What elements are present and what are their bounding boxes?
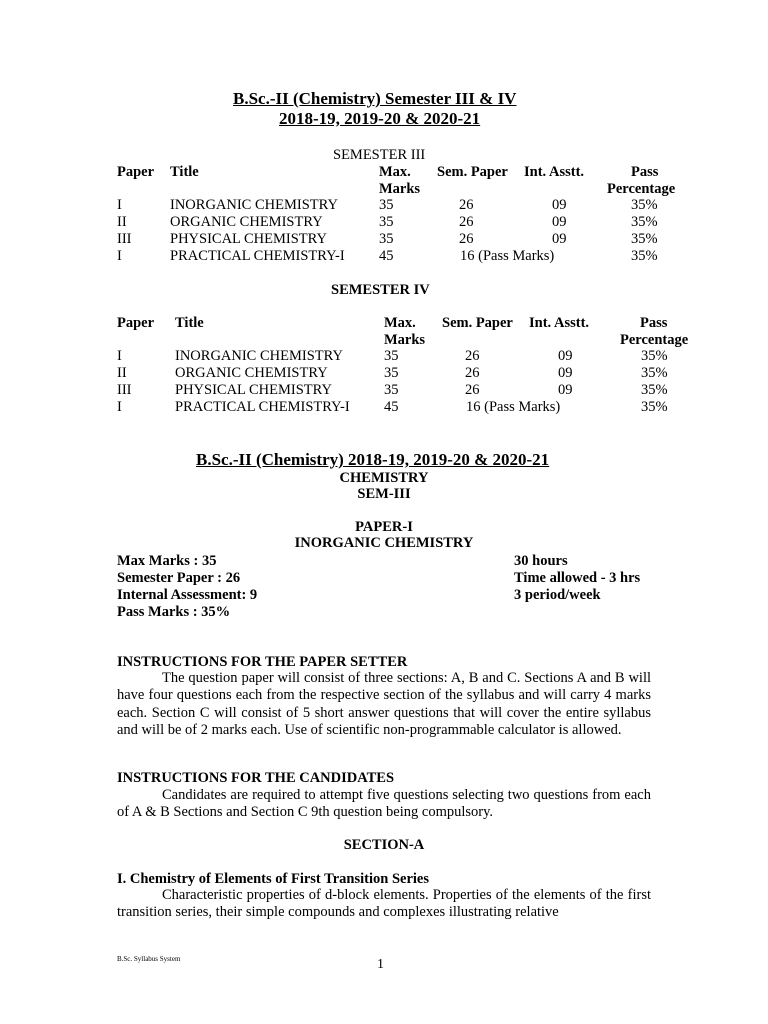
sem4-col-sem: Sem. Paper	[442, 315, 513, 331]
section-a-topic: I. Chemistry of Elements of First Transition Series	[117, 871, 429, 887]
row-sem: 26	[465, 348, 480, 364]
subject-heading: CHEMISTRY	[339, 470, 429, 486]
row-sem: 26	[465, 365, 480, 381]
sem3-col-int: Int. Asstt.	[524, 164, 585, 180]
sem4-col-pass: Pass	[640, 315, 668, 331]
max-marks: Max Marks : 35	[117, 553, 217, 569]
sem4-col-paper: Paper	[117, 315, 155, 331]
sem3-col-sem: Sem. Paper	[437, 164, 508, 180]
sem3-col-max: Max.	[379, 164, 411, 180]
doc-title: B.Sc.-II (Chemistry) Semester III & IV	[233, 89, 517, 108]
sem4-col-percentage: Percentage	[620, 332, 689, 348]
sem3-heading: SEMESTER III	[333, 147, 426, 163]
time-allowed: Time allowed - 3 hrs	[514, 570, 641, 586]
paper-heading: PAPER-I	[355, 519, 413, 535]
total-hours: 30 hours	[514, 553, 568, 569]
row-title: PHYSICAL CHEMISTRY	[170, 231, 327, 247]
row-title: INORGANIC CHEMISTRY	[170, 197, 338, 213]
section-a-body: Characteristic properties of d-block elements. Properties of the elements of the first transition series, their simple compounds and complexes illustrating relative	[117, 887, 651, 921]
row-title: PRACTICAL CHEMISTRY-I	[170, 248, 345, 264]
sem4-col-int: Int. Asstt.	[529, 315, 590, 331]
row-pass-marks: 16 (Pass Marks)	[460, 248, 555, 264]
section-a-heading: SECTION-A	[343, 837, 425, 853]
row-int: 09	[552, 231, 567, 247]
setter-instructions-body: The question paper will consist of three sections: A, B and C. Sections A and B will have four questions each from the respective section of the syllabus and will carry 4 marks each. Section C will consist of 5 short answer questions that will cover the entire syllabus and will be of 2 marks each. Use of scientific non-programmable calculator is allowed.	[117, 670, 651, 739]
row-paper: I	[117, 348, 122, 364]
row-paper: III	[117, 382, 132, 398]
row-pass: 35%	[641, 382, 668, 398]
row-paper: III	[117, 231, 132, 247]
row-max: 35	[384, 365, 399, 381]
sem3-col-paper: Paper	[117, 164, 155, 180]
row-int: 09	[558, 365, 573, 381]
doc-subtitle: 2018-19, 2019-20 & 2020-21	[279, 109, 481, 128]
row-max: 45	[379, 248, 394, 264]
row-title: PRACTICAL CHEMISTRY-I	[175, 399, 350, 415]
sem3-col-title: Title	[170, 164, 199, 180]
semester-paper-marks: Semester Paper : 26	[117, 570, 241, 586]
row-paper: II	[117, 365, 127, 381]
sem4-col-title: Title	[175, 315, 204, 331]
pass-marks: Pass Marks : 35%	[117, 604, 231, 620]
sem3-col-marks: Marks	[379, 181, 421, 197]
sem4-col-marks: Marks	[384, 332, 426, 348]
row-title: ORGANIC CHEMISTRY	[175, 365, 328, 381]
paper-title: INORGANIC CHEMISTRY	[294, 535, 474, 551]
sem4-col-max: Max.	[384, 315, 416, 331]
setter-instructions-text	[117, 670, 651, 740]
row-pass: 35%	[641, 399, 668, 415]
row-pass: 35%	[641, 348, 668, 364]
sem3-col-percentage: Percentage	[607, 181, 676, 197]
row-paper: I	[117, 399, 122, 415]
candidate-instructions-heading: INSTRUCTIONS FOR THE CANDIDATES	[117, 770, 395, 786]
row-paper: II	[117, 214, 127, 230]
internal-assessment: Internal Assessment: 9	[117, 587, 258, 603]
section-a-text	[117, 887, 651, 922]
row-paper: I	[117, 197, 122, 213]
page-number: 1	[377, 957, 384, 972]
row-sem: 26	[465, 382, 480, 398]
row-int: 09	[552, 214, 567, 230]
row-title: INORGANIC CHEMISTRY	[175, 348, 343, 364]
row-int: 09	[558, 382, 573, 398]
row-max: 35	[379, 197, 394, 213]
row-sem: 26	[459, 231, 474, 247]
row-pass-marks: 16 (Pass Marks)	[466, 399, 561, 415]
row-pass: 35%	[631, 214, 658, 230]
sem-heading: SEM-III	[357, 486, 411, 502]
row-pass: 35%	[631, 197, 658, 213]
row-pass: 35%	[641, 365, 668, 381]
row-int: 09	[552, 197, 567, 213]
sem4-heading: SEMESTER IV	[331, 282, 430, 298]
row-pass: 35%	[631, 231, 658, 247]
row-paper: I	[117, 248, 122, 264]
footer-note: B.Sc. Syllabus System	[117, 955, 181, 963]
row-sem: 26	[459, 214, 474, 230]
sem3-col-pass: Pass	[631, 164, 659, 180]
row-pass: 35%	[631, 248, 658, 264]
row-max: 35	[384, 382, 399, 398]
row-max: 35	[379, 214, 394, 230]
section-title: B.Sc.-II (Chemistry) 2018-19, 2019-20 & 2020-21	[196, 450, 550, 469]
setter-instructions-heading: INSTRUCTIONS FOR THE PAPER SETTER	[117, 654, 408, 670]
row-max: 35	[384, 348, 399, 364]
periods-per-week: 3 period/week	[514, 587, 601, 603]
row-title: ORGANIC CHEMISTRY	[170, 214, 323, 230]
candidate-instructions-body: Candidates are required to attempt five questions selecting two questions from each of A & B Sections and Section C 9th question being compulsory.	[117, 787, 651, 821]
row-int: 09	[558, 348, 573, 364]
row-max: 45	[384, 399, 399, 415]
candidate-instructions-text	[117, 787, 651, 822]
row-title: PHYSICAL CHEMISTRY	[175, 382, 332, 398]
row-sem: 26	[459, 197, 474, 213]
row-max: 35	[379, 231, 394, 247]
